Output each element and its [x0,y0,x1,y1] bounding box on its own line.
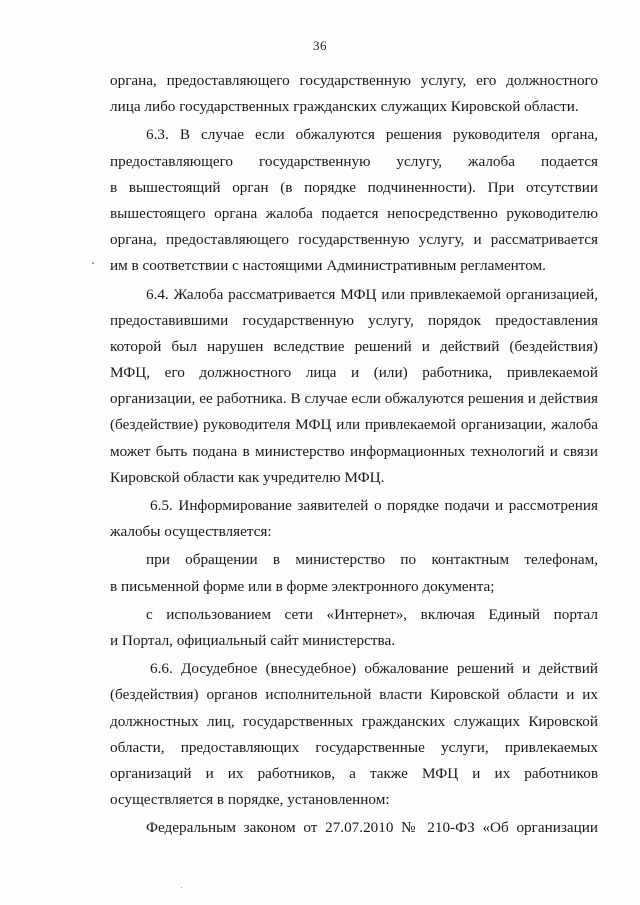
text-line: которой был нарушен вследствие решений и действий (бездействия) [110,337,598,355]
text-line: предоставляющего государственную услугу, жалоба подается [110,152,598,170]
text-line: с использованием сети «Интернет», включая Единый портал [146,605,598,623]
text-line: органа, предоставляющего государственную услугу, и рассматривается [110,231,598,249]
text-line: должностных лиц, государственных гражданских служащих Кировской [110,712,598,730]
text-line: (бездействия) органов исполнительной власти Кировской области и их [110,686,598,704]
page-number: 36 [313,38,327,53]
text-line: предоставившими государственную услугу, порядок предоставления [110,311,598,329]
text-line: в вышестоящий орган (в порядке подчиненности). При отсутствии [110,178,598,196]
text-line: (бездействие) руководителя МФЦ или привлекаемой организации, жалоба [110,416,598,434]
text-line: МФЦ, его должностного лица и (или) работника, привлекаемой [110,364,598,382]
text-line: области, предоставляющих государственные услуги, привлекаемых [110,738,598,756]
scan-speck [92,262,94,264]
text-line: может быть подана в министерство информационных технологий и связи [110,442,598,460]
text-line: в письменной форме или в форме электронного документа; [110,577,495,595]
text-line: при обращении в министерство по контактным телефонам, [146,551,598,569]
text-line: 6.5. Информирование заявителей о порядке подачи и рассмотрения [150,497,598,515]
text-line: и Портал, официальный сайт министерства. [110,632,396,650]
text-line: 6.4. Жалоба рассматривается МФЦ или привлекаемой организацией, [146,285,598,303]
text-line: осуществляется в порядке, установленном: [110,791,390,809]
text-line: лица либо государственных гражданских служащих Кировской области. [110,98,579,116]
text-line: Федеральным законом от 27.07.2010 № 210-ФЗ «Об организации [146,819,598,837]
text-line: 6.6. Досудебное (внесудебное) обжалование решений и действий [150,660,598,678]
document-body [110,68,598,842]
text-line: им в соответствии с настоящими Административным регламентом. [110,257,546,275]
text-line: организаций и их работников, а также МФЦ и их работников [110,764,598,782]
text-line: вышестоящего органа жалоба подается непосредственно руководителю [110,204,598,222]
text-line: Кировской области как учредителю МФЦ. [110,468,385,486]
text-line: организации, ее работника. В случае если обжалуются решения и действия [110,390,598,408]
scan-speck [181,887,182,888]
text-line: органа, предоставляющего государственную услугу, его должностного [110,72,598,89]
text-line: 6.3. В случае если обжалуются решения руководителя органа, [146,126,598,144]
text-line: жалобы осуществляется: [110,523,272,541]
